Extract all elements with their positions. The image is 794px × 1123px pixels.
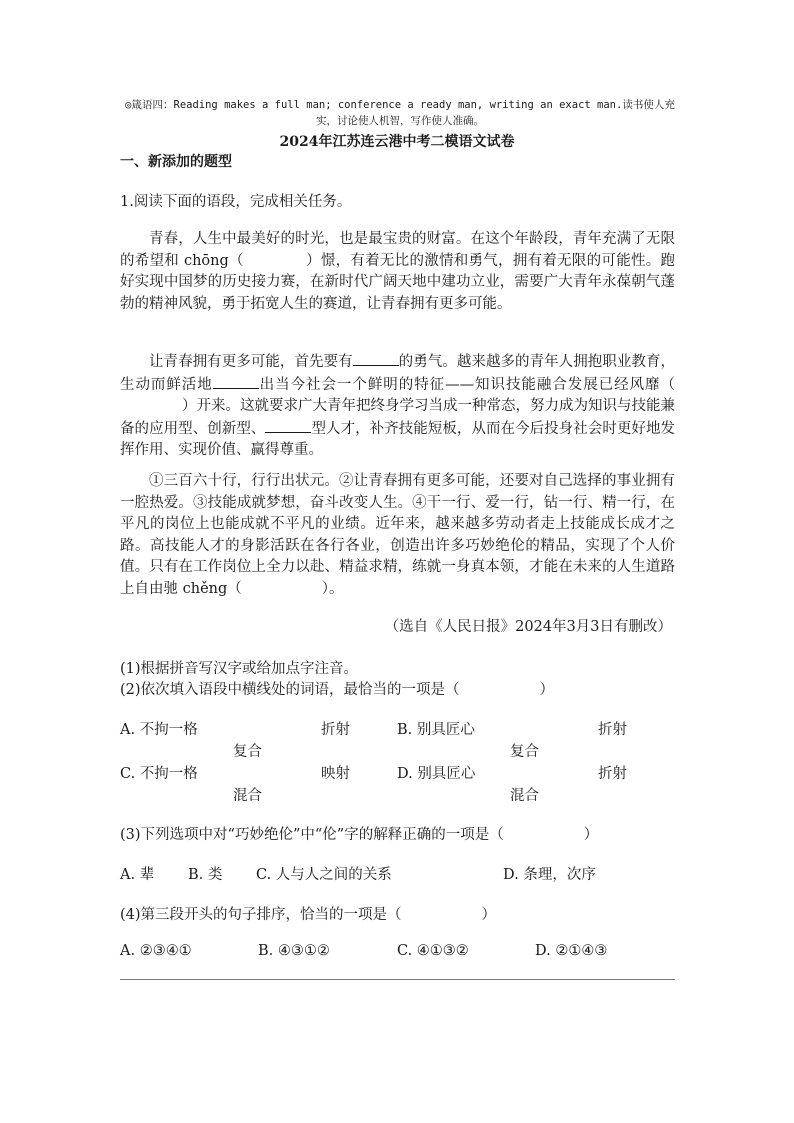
option-a: A. ②③④① [120,943,192,959]
option-a-word2: 折射 [321,722,350,738]
question-1-prompt: 1.阅读下面的语段，完成相关任务。 [120,194,352,210]
option-d-word3: 混合 [510,788,539,804]
fill-blank-1 [353,351,399,366]
option-b-word2: 折射 [598,722,627,738]
option-a-word3: 复合 [233,744,262,760]
option-a-word1: A. 不拘一格 [120,722,198,738]
option-b: B. 类 [188,867,223,883]
section-heading: 一、新添加的题型 [120,154,232,170]
paragraph-text: ）憬，有着无比的激情和勇气，拥有着无限的可能性。跑好实现中国梦的历史接力赛，在新时代广阔天地中建功立业，需要广大青年永葆朝气蓬勃的精神风貌，勇于拓宽人生的赛道，让青春拥有更多可能。 [120,252,675,312]
sub-question-2 [120,678,554,699]
paragraph-text: 型人才，补齐技能短板，从而在今后投身社会时更好地发挥作用、实现价值、赢得尊重。 [120,420,676,458]
paragraph-text: 青春，人生中最美好的时光，也是最宝贵的财富。在这个年龄段，青年充满了无限的希望和 chōng（ [120,231,675,269]
option-c: C. 人与人之间的关系 [256,867,392,883]
divider [120,979,675,980]
option-d-word2: 折射 [598,766,627,782]
sub-question-2-prompt: (2)依次填入语段中横线处的词语，最恰当的一项是（ [120,682,460,698]
motto: ◎箴语四：Reading makes a full man; conference a ready man, writing an exact man.读书使人充实，讨论使人机智，写作使人准确。 [125,99,675,127]
passage-paragraph-3 [120,471,675,600]
option-d: D. 条理，次序 [503,867,596,883]
option-d-word1: D. 别具匠心 [397,766,476,782]
paragraph-text: 出当今社会一个鲜明的特征——知识技能融合发展已经风靡（ [258,376,675,393]
sub-question-3 [120,823,598,844]
option-c-word3: 混合 [233,788,262,804]
option-b-word3: 复合 [510,744,539,760]
paragraph-text: ）开来。这就要求广大青年把终身学习当成一种常态，努力成为知识与技能兼备的应用型、创新型、 [120,398,675,437]
option-c-word1: C. 不拘一格 [120,766,198,782]
passage-paragraph-1 [120,229,675,315]
option-d: D. ②①④③ [535,943,608,959]
sub-question-4 [120,903,496,924]
sub-question-4-prompt: (4)第三段开头的句子排序，恰当的一项是（ [120,907,402,923]
sub-question-3-prompt: (3)下列选项中对“巧妙绝伦”中“伦”字的解释正确的一项是（ [120,827,504,843]
passage-paragraph-2 [120,351,675,462]
paren-close: ） [539,682,555,698]
option-b-word1: B. 别具匠心 [397,722,475,738]
page-title: 2024年江苏连云港中考二模语文试卷 [279,134,515,150]
option-c: C. ④①③② [397,943,469,959]
option-b: B. ④③①② [258,943,330,959]
fill-blank-3 [265,418,311,433]
paragraph-text: ）。 [321,580,344,597]
source-citation: （选自《人民日报》2024年3月3日有删改） [384,619,672,635]
sub-question-1: (1)根据拼音写汉字或给加点字注音。 [120,661,359,677]
paren-close: ） [481,907,497,923]
fill-blank-2 [213,374,259,389]
option-c-word2: 映射 [321,766,350,782]
paragraph-text: 让青春拥有更多可能，首先要有 [149,354,353,370]
paragraph-text: 的勇气。越来越多的青年人拥抱职业教育，生动而鲜活地 [120,354,676,393]
option-a: A. 辈 [120,867,155,883]
paragraph-text: ①三百六十行，行行出状元。②让青春拥有更多可能，还要对自己选择的事业拥有一腔热爱。③技能成就梦想，奋斗改变人生。④干一行、爱一行，钻一行、精一行，在平凡的岗位上也能成就不平凡的业绩。近年来，越来越多劳动者走上技能成长成才之路。高技能人才的身影活跃在各行各业，创造出许多巧妙绝伦的精品，实现了个人价值。只有在工作岗位上全力以赴、精益求精，练就一身真本领，才能在未来的人生道路上自由驰 chěng（ [120,473,675,597]
paren-close: ） [583,827,599,843]
